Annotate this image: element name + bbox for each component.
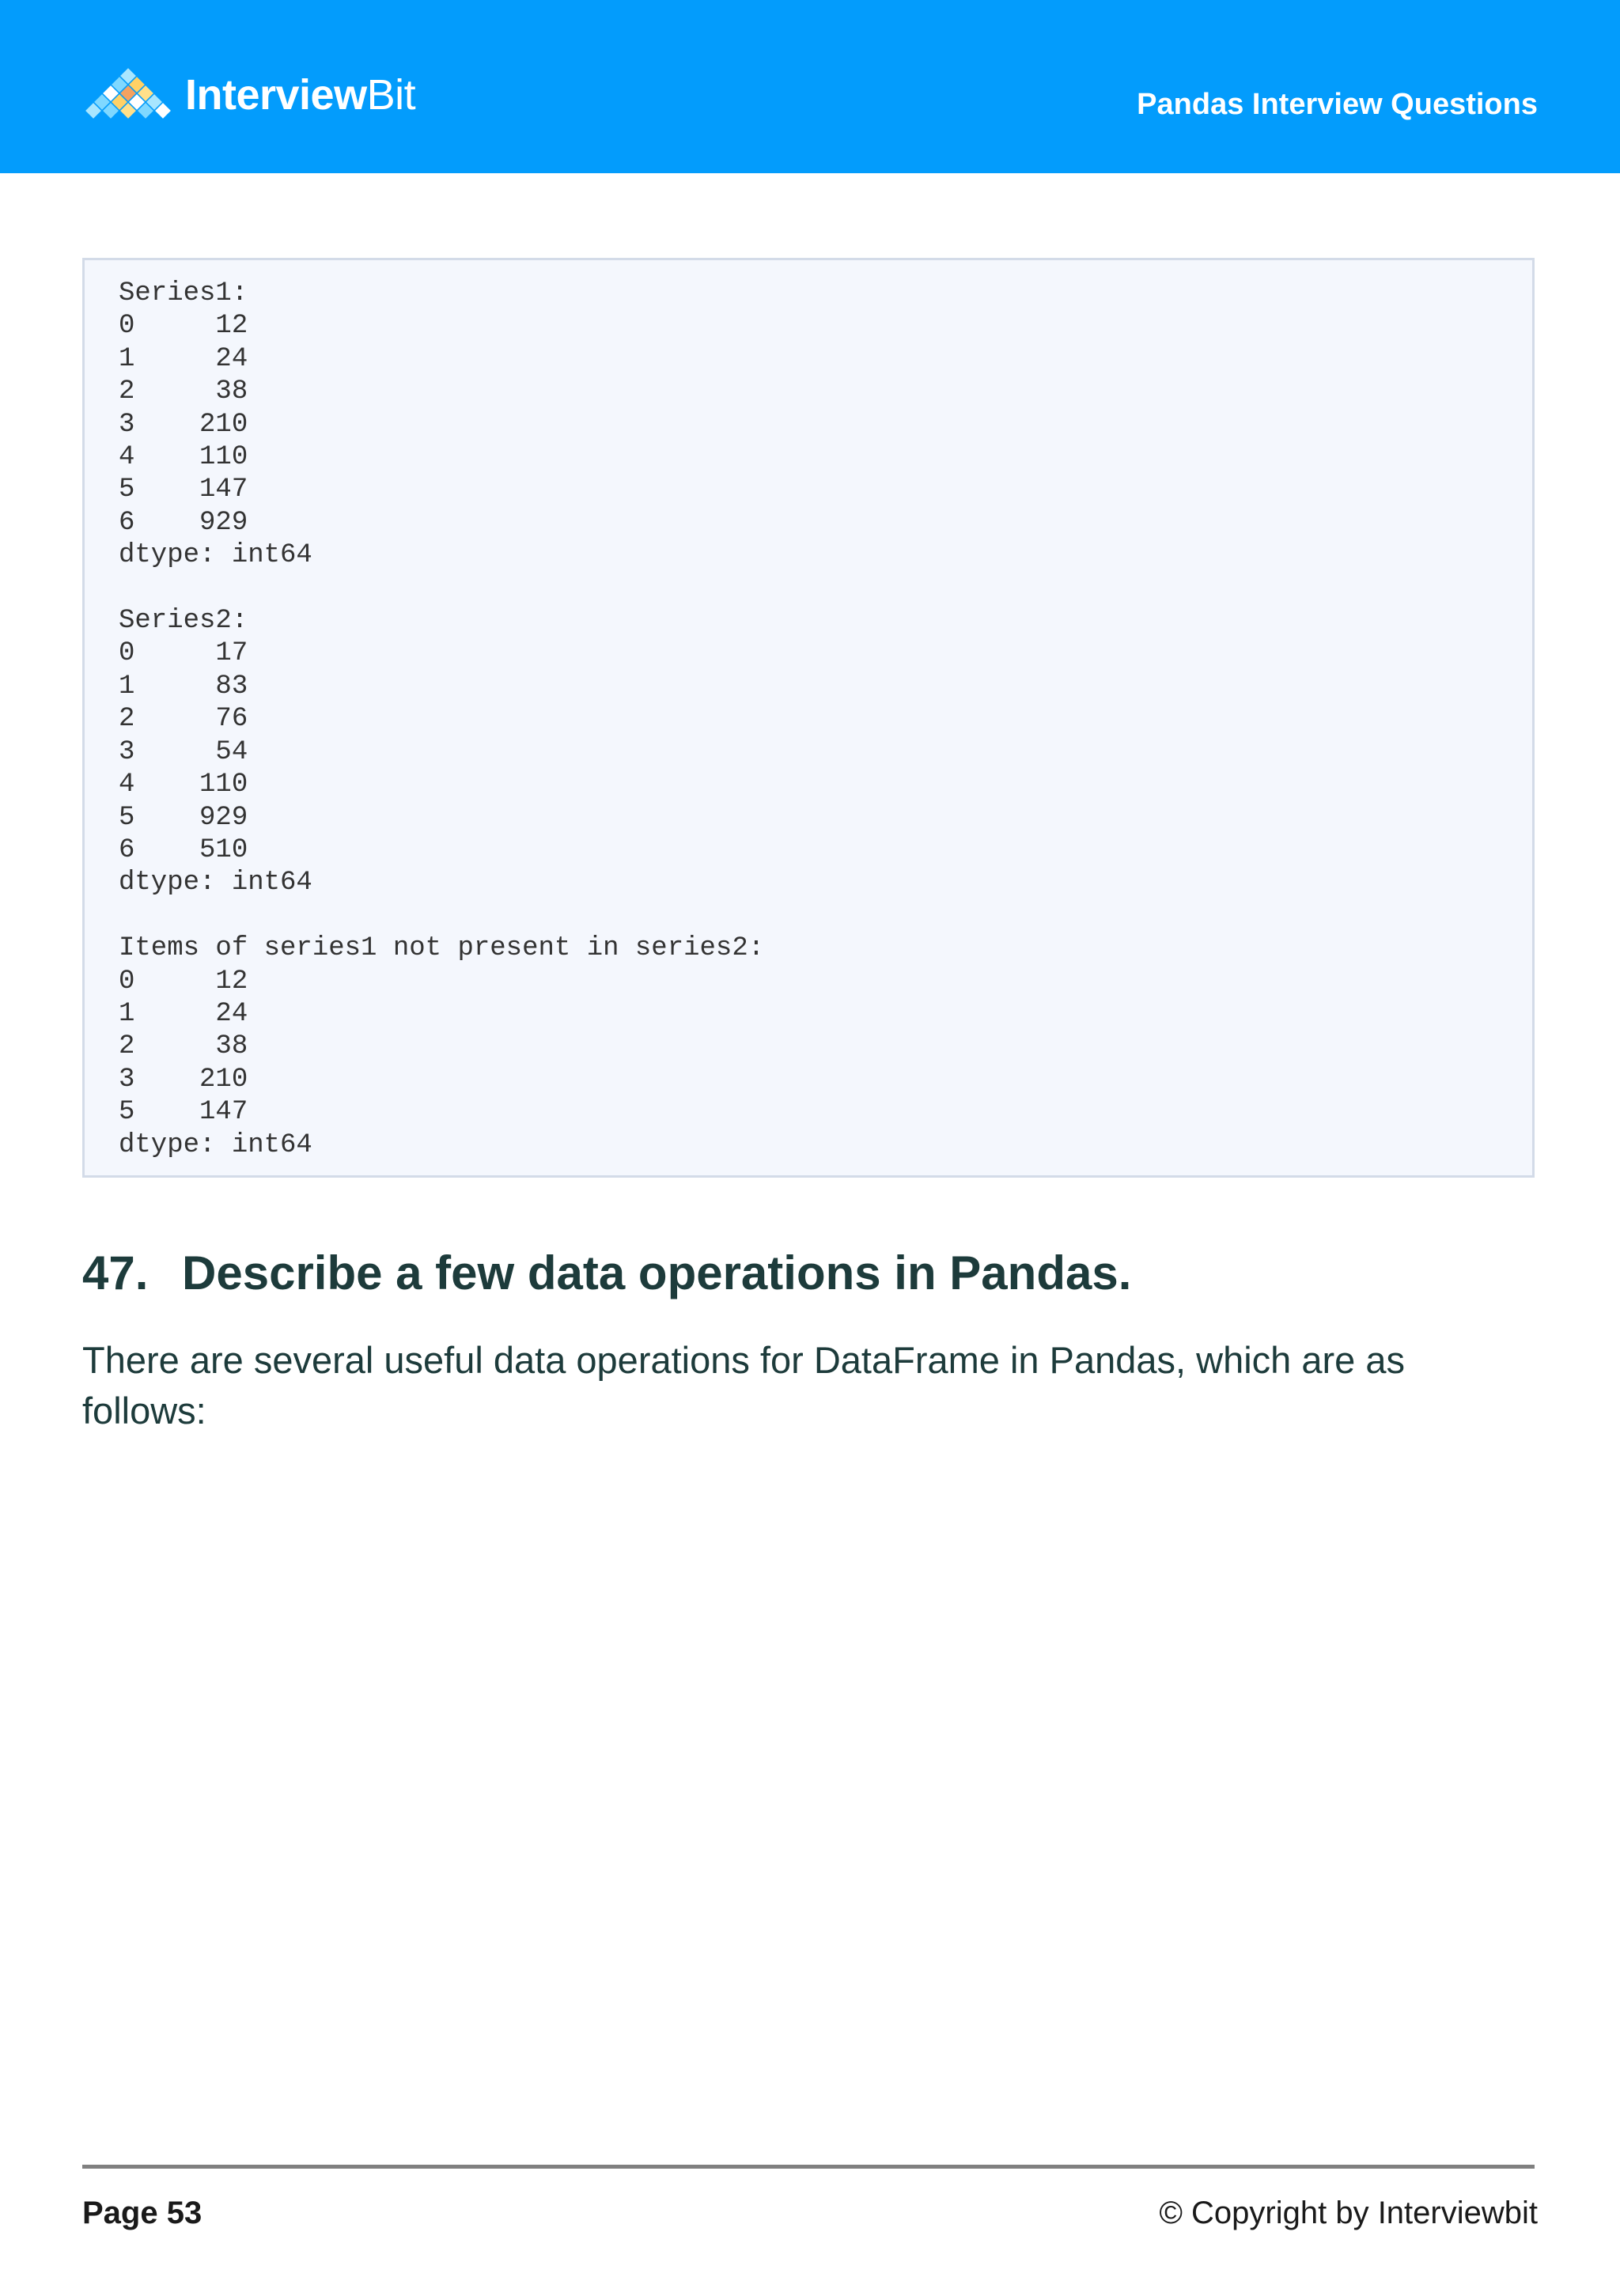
document-title: Pandas Interview Questions [1137, 88, 1538, 121]
code-output-block [82, 258, 1535, 1178]
section-heading [82, 1242, 1131, 1305]
logo-text-strong: Interview [185, 71, 367, 119]
section-paragraph: There are several useful data operations for DataFrame in Pandas, which are as follows: [82, 1339, 1405, 1432]
question-title: Describe a few data operations in Pandas. [182, 1246, 1132, 1299]
interviewbit-logo [82, 63, 415, 127]
logo-text-light: Bit [366, 71, 416, 119]
code-output-text: Series1: 0 12 1 24 2 38 3 210 4 110 5 147 6 929 dtype: int64 Series2: 0 17 1 83 2 76 3 54 4 110 5 929 6 510 dtype: int64 Items of series1 not present in series2: 0 12 1 24 2 38 3 210 5 147 dtype: int64 [119, 278, 765, 1160]
interviewbit-diamond-icon [82, 67, 174, 123]
page-header [0, 0, 1620, 173]
page-number: Page 53 [82, 2196, 202, 2230]
footer-divider [82, 2165, 1535, 2169]
question-number: 47. [82, 1246, 149, 1299]
copyright-notice: © Copyright by Interviewbit [1159, 2196, 1538, 2230]
logo-wordmark [185, 71, 416, 119]
